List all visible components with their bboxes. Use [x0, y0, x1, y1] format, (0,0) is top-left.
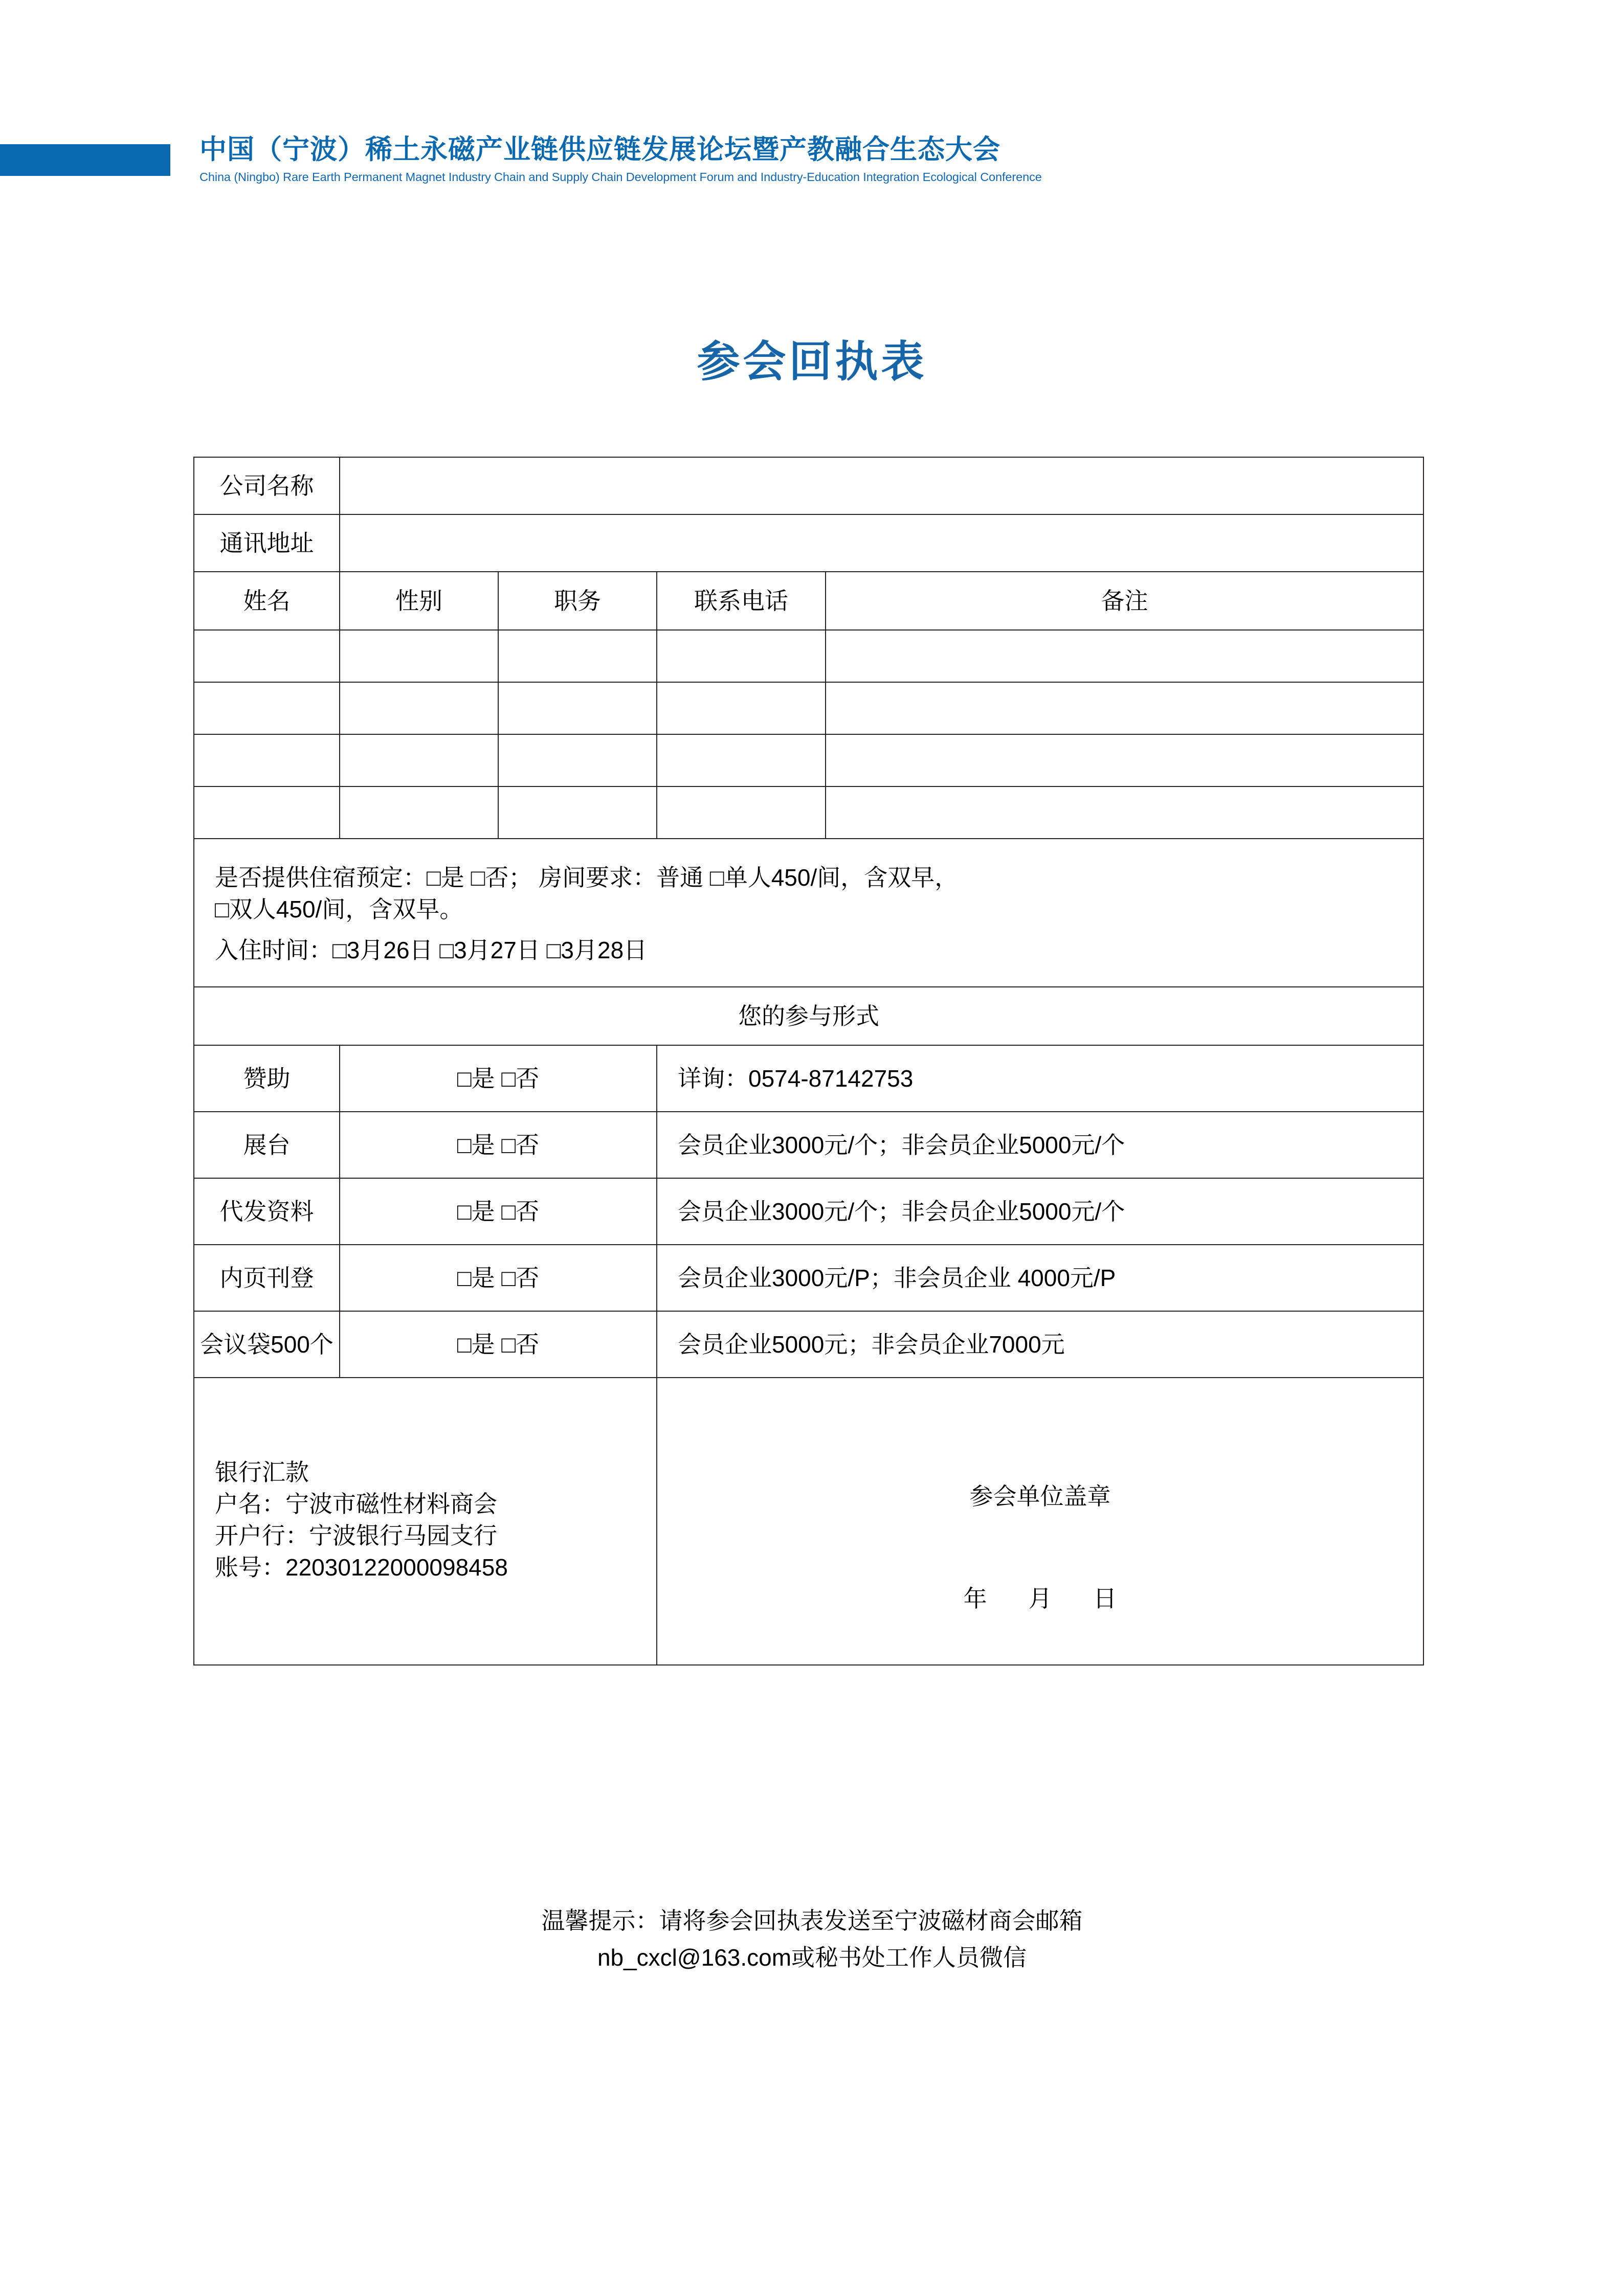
participation-item-label: 赞助: [194, 1045, 340, 1112]
attendee-phone-input[interactable]: [657, 630, 826, 682]
footer-note: [0, 1902, 1624, 1976]
attendee-remark-input[interactable]: [826, 682, 1423, 734]
bank-branch: 开户行：宁波银行马园支行: [215, 1522, 497, 1549]
attendee-title-input[interactable]: [498, 682, 657, 734]
stamp-label: 参会单位盖章: [969, 1483, 1111, 1510]
column-header-gender: 性别: [340, 572, 498, 630]
table-row: [194, 734, 1423, 786]
column-header-remark: 备注: [826, 572, 1423, 630]
participation-detail: 会员企业3000元/个；非会员企业5000元/个: [657, 1112, 1423, 1178]
lodging-line-2[interactable]: □双人450/间，含双早。: [215, 896, 463, 923]
participation-choice-checkboxes[interactable]: □是 □否: [340, 1311, 657, 1378]
participation-choice-checkboxes[interactable]: □是 □否: [340, 1245, 657, 1311]
conference-title-cn: 中国（宁波）稀土永磁产业链供应链发展论坛暨产教融合生态大会: [199, 134, 1000, 165]
registration-form-table: [193, 457, 1424, 1665]
attendee-name-input[interactable]: [194, 682, 340, 734]
table-row: [194, 682, 1423, 734]
company-stamp-area[interactable]: [657, 1378, 1423, 1665]
participation-item-label: 代发资料: [194, 1178, 340, 1245]
header-accent-block: [0, 144, 170, 176]
bank-title: 银行汇款: [215, 1459, 309, 1486]
attendee-name-input[interactable]: [194, 630, 340, 682]
participation-choice-checkboxes[interactable]: □是 □否: [340, 1112, 657, 1178]
bank-transfer-info: [194, 1378, 657, 1665]
attendee-title-input[interactable]: [498, 630, 657, 682]
bank-account-name: 户名：宁波市磁性材料商会: [215, 1491, 497, 1518]
participation-row: [194, 1178, 1423, 1245]
stamp-date-line[interactable]: 年 月 日: [963, 1585, 1134, 1612]
participation-detail: 会员企业5000元；非会员企业7000元: [657, 1311, 1423, 1378]
participation-item-label: 展台: [194, 1112, 340, 1178]
table-row: [194, 987, 1423, 1045]
attendee-gender-input[interactable]: [340, 734, 498, 786]
participation-row: [194, 1045, 1423, 1112]
footer-note-line-2: nb_cxcl@163.com或秘书处工作人员微信: [597, 1944, 1027, 1971]
lodging-checkin-dates[interactable]: 入住时间：□3月26日 □3月27日 □3月28日: [215, 937, 648, 964]
participation-detail: 详询：0574-87142753: [657, 1045, 1423, 1112]
table-row: [194, 514, 1423, 572]
attendee-remark-input[interactable]: [826, 630, 1423, 682]
company-name-input[interactable]: [340, 457, 1423, 514]
bank-account-number: 账号：22030122000098458: [215, 1554, 508, 1581]
column-header-title: 职务: [498, 572, 657, 630]
participation-item-label: 会议袋500个: [194, 1311, 340, 1378]
page-header: [0, 133, 1624, 194]
page-title: 参会回执表: [697, 337, 927, 386]
attendee-title-input[interactable]: [498, 786, 657, 839]
participation-detail: 会员企业3000元/个；非会员企业5000元/个: [657, 1178, 1423, 1245]
participation-row: [194, 1245, 1423, 1311]
participation-row: [194, 1311, 1423, 1378]
lodging-options-cell[interactable]: [194, 839, 1423, 987]
lodging-line-1[interactable]: 是否提供住宿预定：□是 □否； 房间要求：普通 □单人450/间，含双早，: [215, 864, 959, 891]
attendee-gender-input[interactable]: [340, 786, 498, 839]
header-title-group: [199, 133, 1042, 187]
column-header-name: 姓名: [194, 572, 340, 630]
table-row: [194, 786, 1423, 839]
attendee-phone-input[interactable]: [657, 682, 826, 734]
bank-stamp-row: [194, 1378, 1423, 1665]
attendee-header-row: [194, 572, 1423, 630]
column-header-phone: 联系电话: [657, 572, 826, 630]
conference-title-en: China (Ningbo) Rare Earth Permanent Magnet Industry Chain and Supply Chain Development Forum and Industry-Education Integration Ecological Conference: [199, 170, 1042, 184]
company-name-label: 公司名称: [194, 457, 340, 514]
participation-detail: 会员企业3000元/P；非会员企业 4000元/P: [657, 1245, 1423, 1311]
table-row: [194, 457, 1423, 514]
lodging-spacer: [215, 925, 1403, 934]
attendee-name-input[interactable]: [194, 786, 340, 839]
attendee-title-input[interactable]: [498, 734, 657, 786]
participation-choice-checkboxes[interactable]: □是 □否: [340, 1045, 657, 1112]
attendee-gender-input[interactable]: [340, 682, 498, 734]
table-row: [194, 630, 1423, 682]
participation-row: [194, 1112, 1423, 1178]
participation-choice-checkboxes[interactable]: □是 □否: [340, 1178, 657, 1245]
footer-note-line-1: 温馨提示：请将参会回执表发送至宁波磁材商会邮箱: [541, 1907, 1083, 1934]
participation-section-title: 您的参与形式: [194, 987, 1423, 1045]
participation-item-label: 内页刊登: [194, 1245, 340, 1311]
attendee-remark-input[interactable]: [826, 734, 1423, 786]
attendee-name-input[interactable]: [194, 734, 340, 786]
attendee-gender-input[interactable]: [340, 630, 498, 682]
attendee-remark-input[interactable]: [826, 786, 1423, 839]
lodging-row: [194, 839, 1423, 987]
address-label: 通讯地址: [194, 514, 340, 572]
attendee-phone-input[interactable]: [657, 734, 826, 786]
attendee-phone-input[interactable]: [657, 786, 826, 839]
address-input[interactable]: [340, 514, 1423, 572]
